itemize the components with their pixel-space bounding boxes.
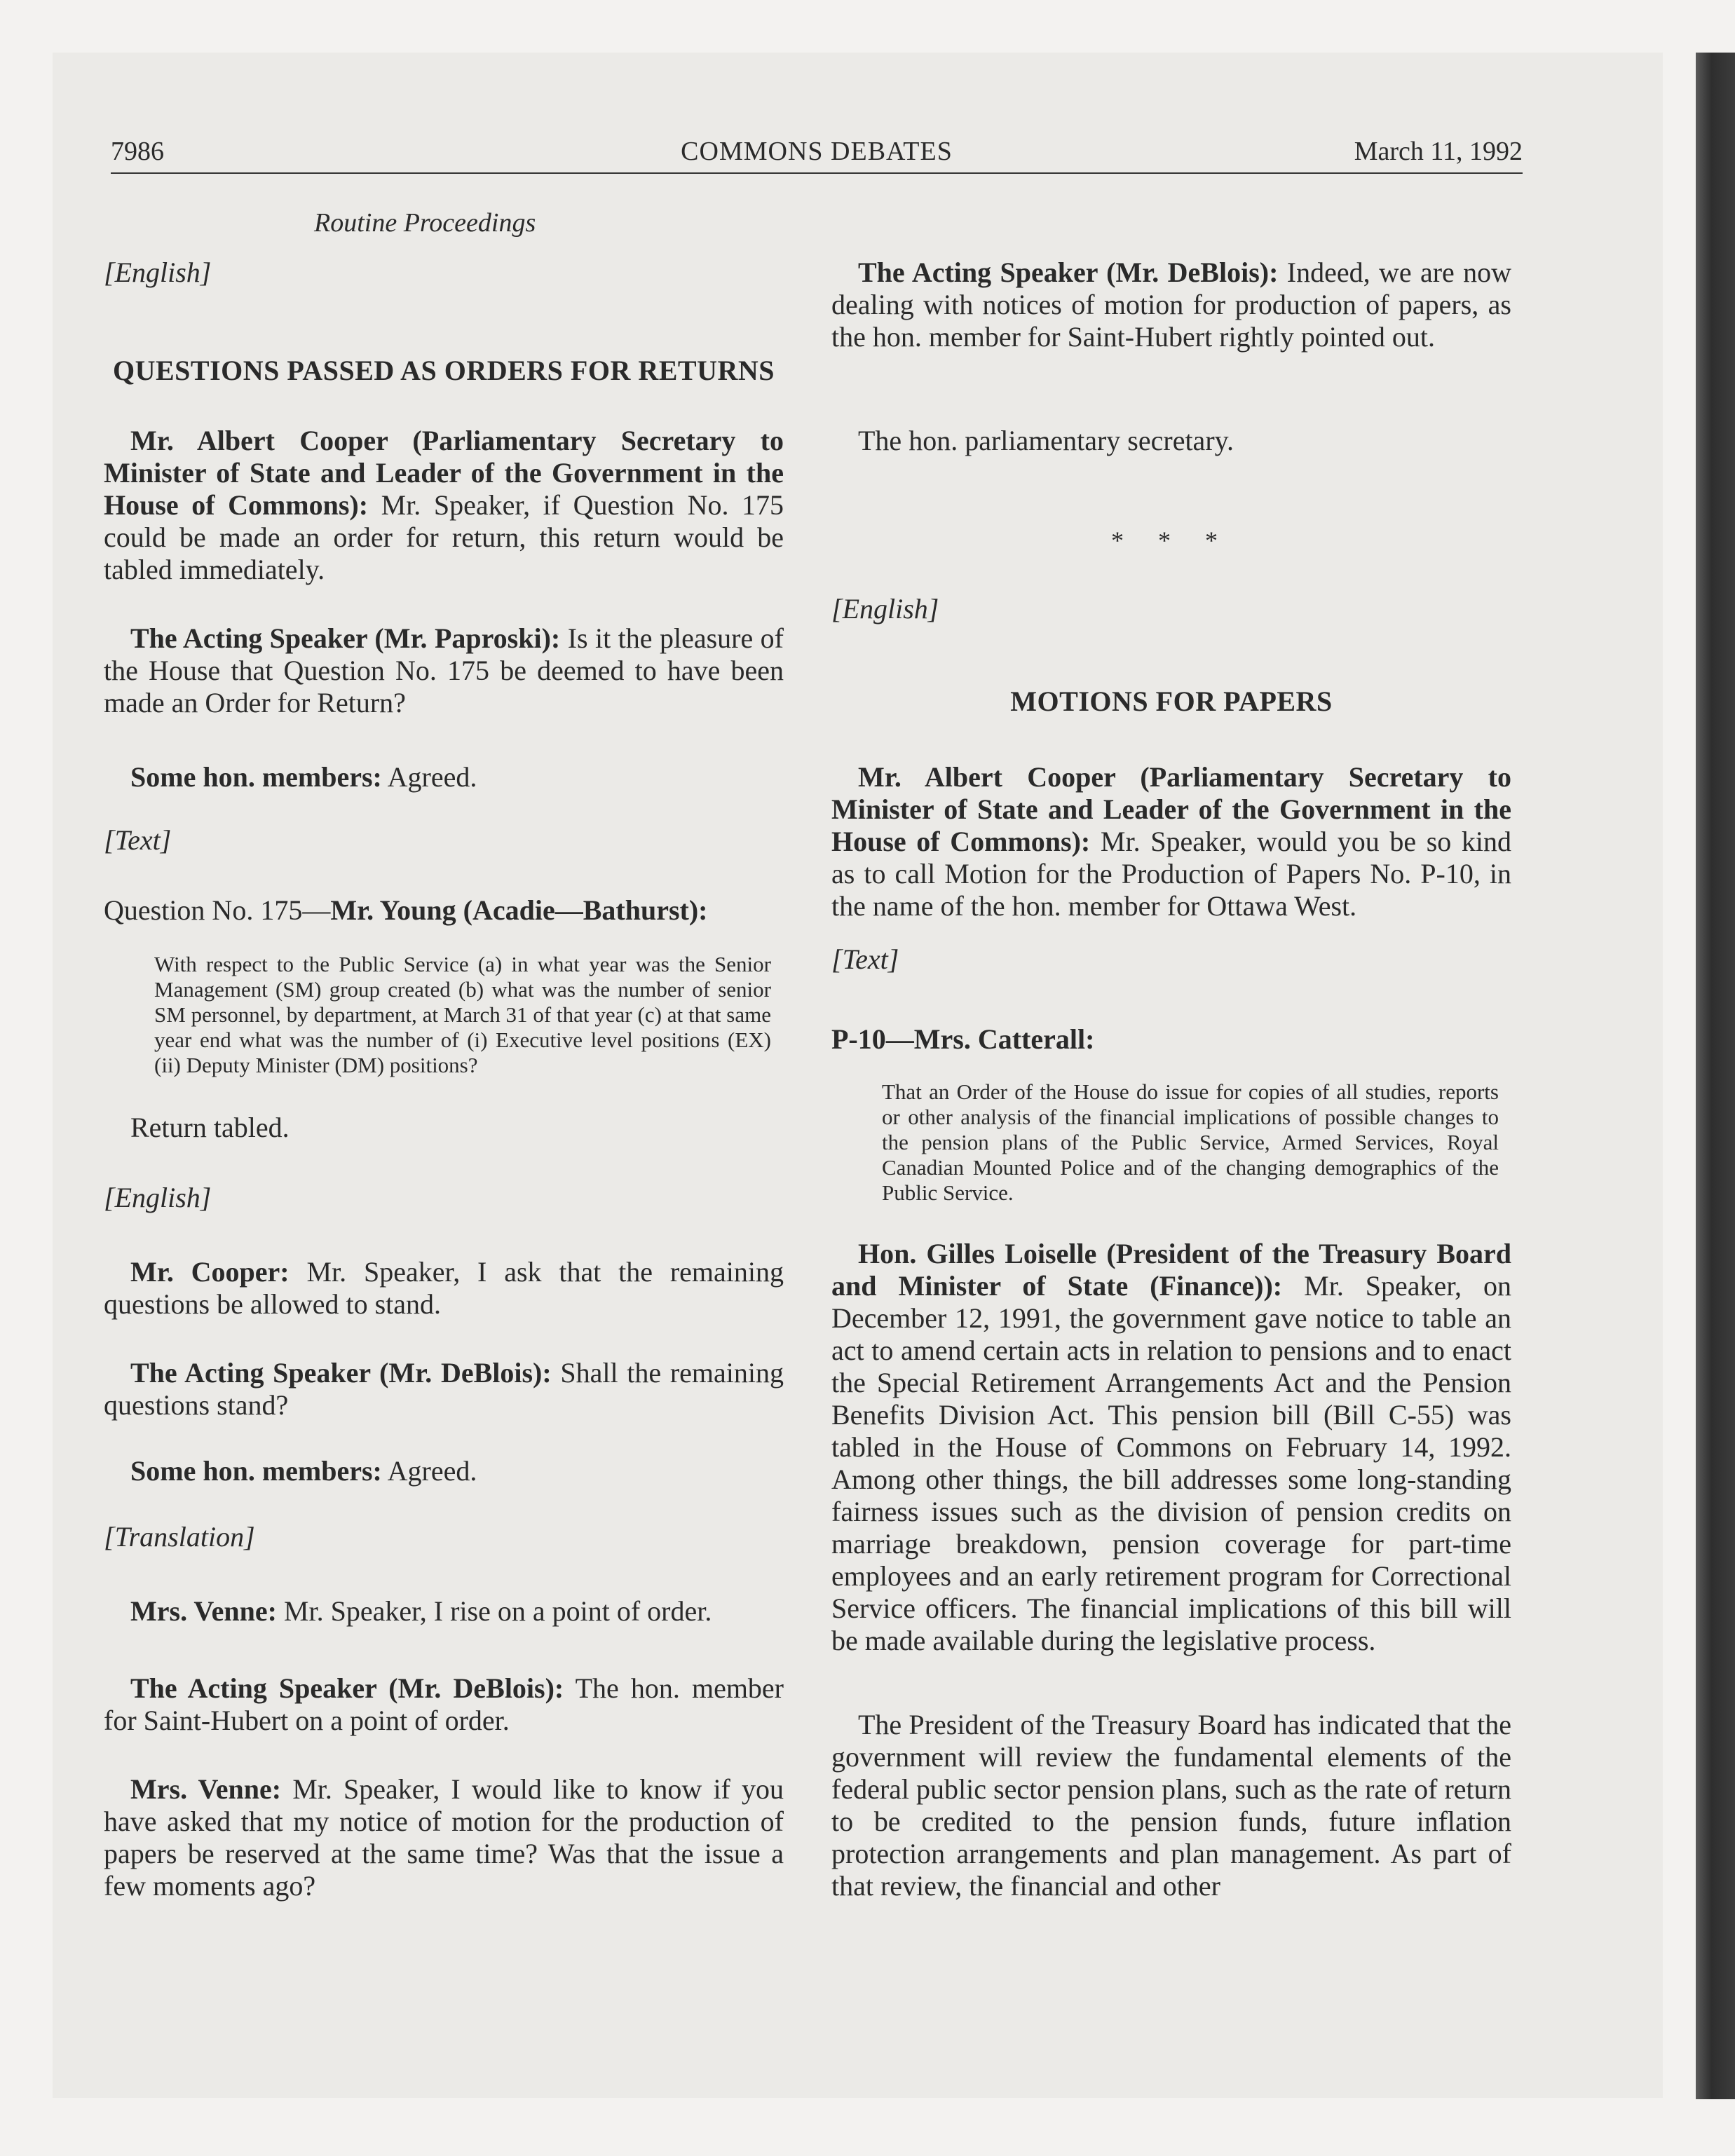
speech-text: Indeed, we are now dealing with notices of motion for production of papers, as the hon. member for Saint-Hubert rightly pointed out.	[831, 257, 1512, 353]
speaker-name: The Acting Speaker (Mr. DeBlois):	[130, 1672, 564, 1704]
speaker-name: Mrs. Venne:	[130, 1595, 277, 1627]
paragraph-cooper-3	[831, 761, 1511, 922]
paragraph-cooper-2	[104, 1256, 784, 1321]
running-head: Routine Proceedings	[314, 208, 536, 238]
speaker-name: Mr. Albert Cooper (Parliamentary Secretary to Minister of State and Leader of the Government in the House of Commons):	[104, 425, 784, 521]
speech-text: Mr. Speaker, I ask that the remaining questions be allowed to stand.	[104, 1256, 784, 1320]
speech-text: Agreed.	[387, 761, 477, 793]
paragraph-treasury-board: The President of the Treasury Board has indicated that the government will review the fundamental elements of the federal public sector pension plans, such as the rate of return to be credited to the pension funds, future inflation protection arrangements and plan management. As part of that review, the financial and other	[831, 1709, 1511, 1902]
section-separator: * * *	[1111, 526, 1232, 554]
question-member: Mr. Young (Acadie—Bathurst):	[330, 894, 708, 926]
language-tag: [Text]	[104, 824, 172, 856]
speaker-name: The Acting Speaker (Mr. DeBlois):	[130, 1357, 552, 1389]
speaker-name: Hon. Gilles Loiselle (President of the Treasury Board and Minister of State (Finance)):	[831, 1238, 1511, 1302]
paragraph-deblois-3	[831, 257, 1511, 353]
return-tabled: Return tabled.	[130, 1112, 290, 1143]
paragraph-paproski	[104, 622, 784, 719]
speech-text: Agreed.	[387, 1455, 477, 1487]
speaker-name: Some hon. members:	[130, 761, 382, 793]
language-tag: [English]	[104, 1182, 212, 1213]
paragraph-venne-2	[104, 1773, 784, 1902]
paragraph-members-agreed-2	[104, 1455, 784, 1487]
paragraph-loiselle	[831, 1238, 1511, 1657]
paragraph-deblois-1	[104, 1357, 784, 1421]
header-rule	[111, 172, 1523, 174]
speaker-name: Some hon. members:	[130, 1455, 382, 1487]
speaker-name: Mr. Cooper:	[130, 1256, 290, 1288]
language-tag: [Text]	[831, 943, 899, 975]
speech-text: Mr. Speaker, on December 12, 1991, the government gave notice to table an act to amend certain acts in relation to pensions and to enact the Special Retirement Arrangements Act and the Pension Benefits Division Act. This pension bill (Bill C-55) was tabled in the House of Commons on February 14, 1992. Among other things, the bill addresses some long-standing fairness issues such as the division of pension credits on marriage breakdown, pension coverage for part-time employees and an early retirement program for Correctional Service officers. The financial implications of this bill will be made available during the legislative process.	[831, 1270, 1512, 1656]
publication-title: COMMONS DEBATES	[681, 137, 953, 166]
question-175-title	[104, 894, 784, 927]
speaker-name: The Acting Speaker (Mr. DeBlois):	[858, 257, 1279, 288]
language-tag: [Translation]	[104, 1521, 255, 1553]
motion-p10-title: P-10—Mrs. Catterall:	[831, 1023, 1095, 1055]
scan-edge	[1696, 53, 1735, 2099]
question-175-body: With respect to the Public Service (a) in what year was the Senior Management (SM) group created (b) what was the number of senior SM personnel, by department, at March 31 of that year (c) at that same year end what was the number of (i) Executive level positions (EX) (ii) Deputy Minister (DM) positions?	[154, 952, 771, 1077]
speech-text: Mr. Speaker, I rise on a point of order.	[283, 1595, 712, 1627]
paragraph-deblois-2	[104, 1672, 784, 1737]
speech-text: The hon. member for Saint-Hubert on a point of order.	[104, 1672, 784, 1736]
motion-p10-body: That an Order of the House do issue for copies of all studies, reports or other analysis of the financial implications of possible changes to the pension plans of the Public Service, Armed Services, Royal Canadian Mounted Police and of the changing demographics of the Public Service.	[882, 1079, 1499, 1205]
page-number: 7986	[111, 137, 164, 166]
speaker-name: Mrs. Venne:	[130, 1773, 282, 1805]
section-heading-motions: MOTIONS FOR PAPERS	[1010, 685, 1333, 717]
section-heading-questions: QUESTIONS PASSED AS ORDERS FOR RETURNS	[112, 355, 775, 386]
publication-date: March 11, 1992	[1354, 137, 1523, 166]
question-number: Question No. 175—	[104, 894, 331, 926]
speech-text: Mr. Speaker, I would like to know if you have asked that my notice of motion for the production of papers be reserved at the same time? Was that the issue a few moments ago?	[104, 1773, 784, 1902]
speech-text: Mr. Speaker, would you be so kind as to call Motion for the Production of Papers No. P-10, in the name of the hon. member for Ottawa West.	[831, 826, 1512, 922]
page-header	[111, 136, 1523, 172]
paragraph-parl-secretary: The hon. parliamentary secretary.	[858, 425, 1234, 456]
speech-text: Is it the pleasure of the House that Question No. 175 be deemed to have been made an Order for Return?	[104, 622, 784, 718]
paragraph-cooper-1	[104, 425, 784, 586]
speaker-name: The Acting Speaker (Mr. Paproski):	[130, 622, 561, 654]
language-tag: [English]	[831, 593, 939, 625]
paragraph-members-agreed-1	[104, 761, 784, 793]
language-tag: [English]	[104, 257, 212, 288]
speaker-name: Mr. Albert Cooper (Parliamentary Secretary to Minister of State and Leader of the Government in the House of Commons):	[831, 761, 1511, 857]
paragraph-venne-1	[104, 1595, 784, 1628]
speech-text: Mr. Speaker, if Question No. 175 could be made an order for return, this return would be tabled immediately.	[104, 489, 784, 585]
speech-text: Shall the remaining questions stand?	[104, 1357, 784, 1421]
